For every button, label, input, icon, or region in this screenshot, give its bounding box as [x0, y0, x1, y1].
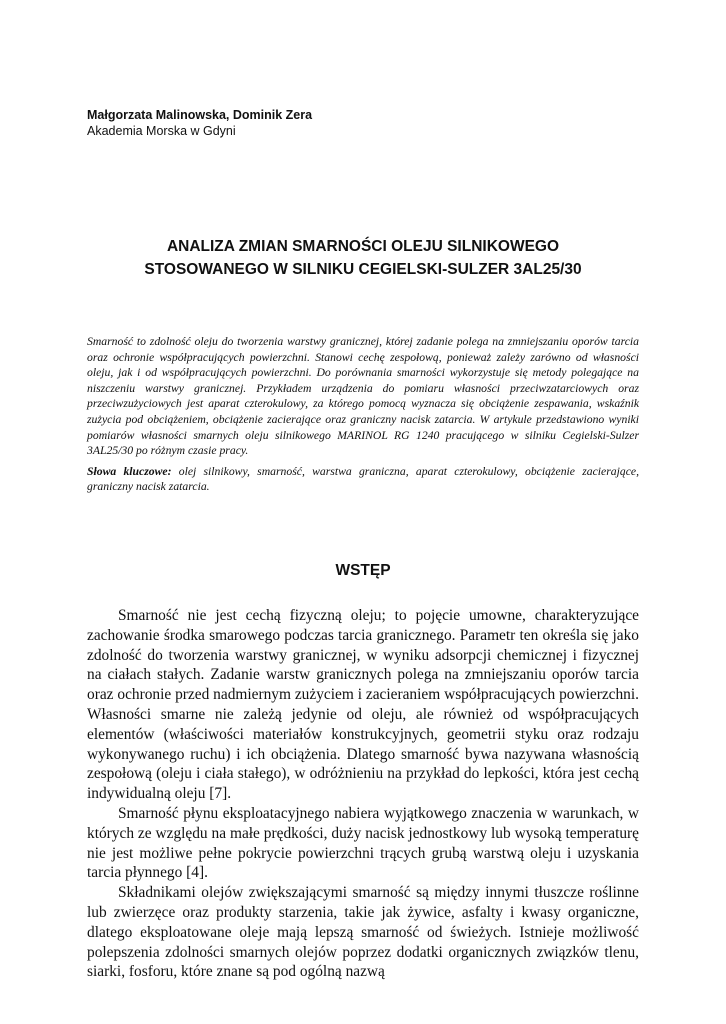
keywords — [87, 464, 639, 495]
abstract — [87, 334, 639, 495]
body-text — [87, 606, 639, 982]
paper-title — [87, 235, 639, 281]
paper-title-line-1: ANALIZA ZMIAN SMARNOŚCI OLEJU SILNIKOWEGO — [166, 238, 560, 255]
body-paragraph: Smarność płynu eksploatacyjnego nabiera wyjątkowego znaczenia w warunkach, w których ze względu na małe prędkości, duży nacisk jednostkowy lub wysoką temperaturę nie jest możliwe pełne pokrycie powierzchni trących grubą warstwą oleju i uzyskania tarcia płynnego [4]. — [87, 804, 639, 882]
paper-title-line-2: STOSOWANEGO W SILNIKU CEGIELSKI-SULZER 3AL25/30 — [144, 261, 582, 278]
author-names: Małgorzata Malinowska, Dominik Zera — [87, 108, 313, 122]
keywords-text: olej silnikowy, smarność, warstwa graniczna, aparat czterokulowy, obciążenie zacierające, graniczny nacisk zatarcia. — [87, 464, 639, 494]
body-paragraph: Składnikami olejów zwiększającymi smarność są między innymi tłuszcze roślinne lub zwierzęce oraz produkty starzenia, takie jak żywice, asfalty i kwasy organiczne, dlatego eksploatowane oleje mają lepszą smarność od świeżych. Istnieje możliwość polepszenia zdolności smarnych olejów poprzez dodatki organicznych związków tlenu, siarki, fosforu, które znane są pod ogólną nazwą — [87, 884, 639, 981]
author-affiliation: Akademia Morska w Gdyni — [87, 124, 236, 138]
keywords-label: Słowa kluczowe: — [87, 464, 172, 478]
body-paragraph: Smarność nie jest cechą fizyczną oleju; to pojęcie umowne, charakteryzujące zachowanie środka smarowego podczas tarcia granicznego. Parametr ten określa się jako zdolność do tworzenia warstwy granicznej, w wyniku adsorpcji chemicznej i fizycznej na ciałach stałych. Zadanie warstw granicznych polega na zmniejszaniu oporów tarcia oraz ochronie przed nadmiernym zużyciem i zacieraniem współpracujących powierzchni. Własności smarne nie zależą jedynie od oleju, ale również od współpracujących elementów (właściwości materiałów konstrukcyjnych, geometrii styku oraz rodzaju wykonywanego ruchu) i ich obciążenia. Dlatego smarność bywa nazywana własnością zespołową (oleju i ciała stałego), w odróżnieniu na przykład do lepkości, która jest cechą indywidualną oleju [7]. — [87, 607, 639, 803]
abstract-text: Smarność to zdolność oleju do tworzenia warstwy granicznej, której zadanie polega na zmniejszaniu oporów tarcia oraz ochronie współpracujących powierzchni. Stanowi cechę zespołową, ponieważ zależy zarówno od własności oleju, jak i od współpracujących powierzchni. Do porównania smarności wykorzystuje się metody polegające na niszczeniu warstwy granicznej. Przykładem urządzenia do pomiaru własności przeciwzatarciowych oraz przeciwzużyciowych jest aparat czterokulowy, za którego pomocą wyznacza się obciążenie zespawania, wskaźnik zużycia pod obciążeniem, obciążenie zacierające oraz graniczny nacisk zatarcia. W artykule przedstawiono wyniki pomiarów własności smarnych oleju silnikowego MARINOL RG 1240 pracującego w silniku Cegielski-Sulzer 3AL25/30 po różnym czasie pracy. — [87, 335, 639, 458]
author-block — [87, 107, 647, 139]
section-heading: WSTĘP — [335, 562, 391, 579]
